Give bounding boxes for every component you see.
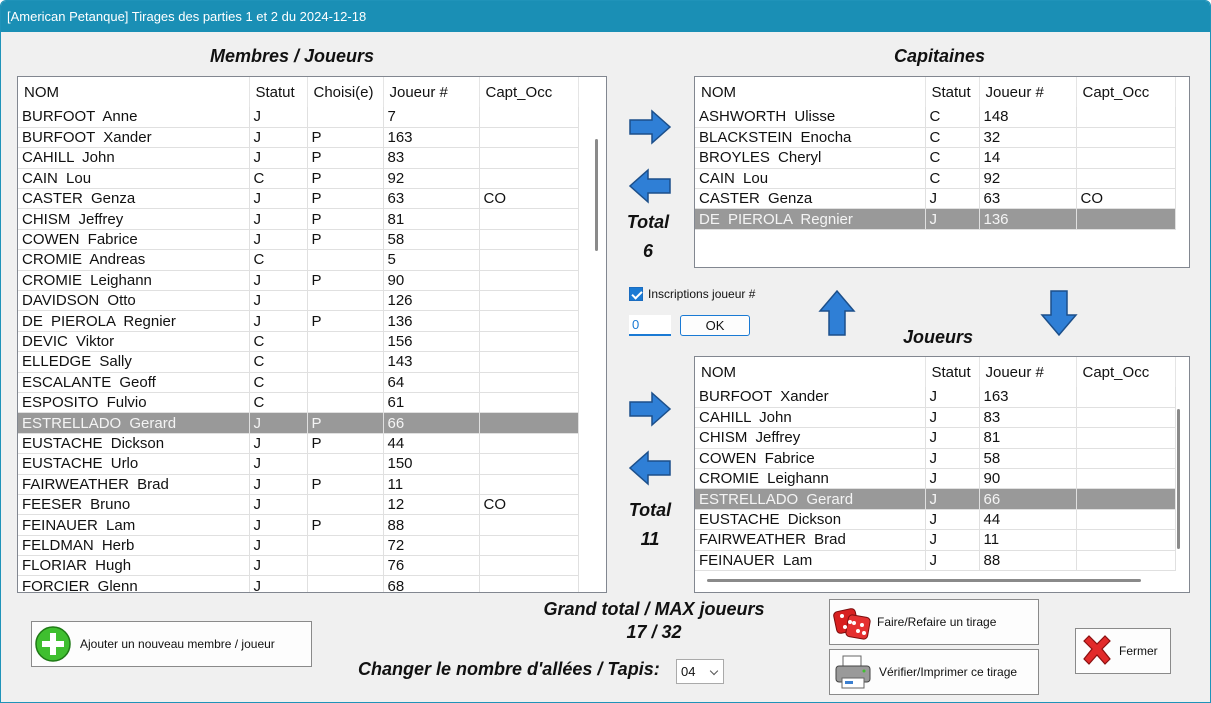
up-arrow-icon[interactable]: [817, 289, 857, 337]
capitaines-total-value: 6: [642, 241, 653, 261]
membres-cell: EUSTACHE Dickson: [18, 433, 249, 453]
membres-cell: 92: [383, 168, 479, 188]
membres-col-header[interactable]: NOM: [18, 77, 249, 107]
membres-cell: J: [249, 148, 307, 168]
capitaines-cell: J: [925, 189, 979, 209]
membres-cell: 81: [383, 209, 479, 229]
joueurs-cell: COWEN Fabrice: [695, 448, 925, 468]
joueurs-cell: BURFOOT Xander: [695, 387, 925, 407]
dice-icon: [833, 602, 871, 642]
membres-title: Membres / Joueurs: [210, 46, 375, 66]
membres-cell: CROMIE Andreas: [18, 250, 249, 270]
membres-cell: 88: [383, 515, 479, 535]
membres-cell: 66: [383, 413, 479, 433]
joueurs-cell: [1076, 428, 1175, 448]
membres-cell: FEESER Bruno: [18, 494, 249, 514]
membres-cell: [479, 576, 578, 593]
membres-cell: 11: [383, 474, 479, 494]
membres-cell: C: [249, 372, 307, 392]
joueurs-cell: FAIRWEATHER Brad: [695, 530, 925, 550]
membres-cell: 68: [383, 576, 479, 593]
membres-cell: P: [307, 311, 383, 331]
joueurs-cell: J: [925, 387, 979, 407]
joueurs-row[interactable]: [695, 489, 1175, 509]
capitaines-cell: [1076, 209, 1175, 229]
joueurs-cell: J: [925, 407, 979, 427]
grand-total-label: Grand total / MAX joueurs: [543, 599, 765, 619]
membres-cell: J: [249, 311, 307, 331]
membres-cell: P: [307, 474, 383, 494]
capitaines-row[interactable]: [695, 127, 1175, 147]
membres-row[interactable]: [18, 168, 578, 188]
joueurs-cell: FEINAUER Lam: [695, 550, 925, 570]
membres-row[interactable]: [18, 331, 578, 351]
membres-cell: [479, 413, 578, 433]
inscriptions-label: Inscriptions joueur #: [648, 287, 756, 301]
joueurs-table: [695, 357, 1176, 571]
membres-row[interactable]: [18, 189, 578, 209]
title-bar: [American Petanque] Tirages des parties 1 et 2 du 2024-12-18: [1, 1, 1210, 32]
membres-cell: P: [307, 270, 383, 290]
membres-cell: CASTER Genza: [18, 189, 249, 209]
membres-row[interactable]: [18, 474, 578, 494]
membres-cell: [479, 474, 578, 494]
right-arrow-icon[interactable]: [628, 391, 672, 427]
capitaines-cell: C: [925, 168, 979, 188]
membres-cell: [479, 352, 578, 372]
membres-cell: [479, 535, 578, 555]
add-member-label: Ajouter un nouveau membre / joueur: [80, 637, 275, 651]
capitaines-cell: C: [925, 148, 979, 168]
capitaines-cell: [1076, 127, 1175, 147]
joueurs-row[interactable]: [695, 509, 1175, 529]
print-label: Vérifier/Imprimer ce tirage: [879, 665, 1018, 679]
add-member-button[interactable]: [31, 621, 312, 667]
joueurs-cell: 58: [979, 448, 1076, 468]
joueurs-cell: J: [925, 550, 979, 570]
membres-cell: 143: [383, 352, 479, 372]
joueurs-cell: CAHILL John: [695, 407, 925, 427]
joueurs-cell: [1076, 489, 1175, 509]
membres-row[interactable]: [18, 454, 578, 474]
capitaines-cell: BLACKSTEIN Enocha: [695, 127, 925, 147]
membres-cell: ESPOSITO Fulvio: [18, 392, 249, 412]
membres-col-header[interactable]: Choisi(e): [307, 77, 383, 107]
membres-cell: 5: [383, 250, 479, 270]
membres-cell: J: [249, 413, 307, 433]
close-button[interactable]: [1075, 628, 1171, 674]
joueurs-row[interactable]: [695, 530, 1175, 550]
joueurs-row[interactable]: [695, 407, 1175, 427]
membres-cell: DEVIC Viktor: [18, 331, 249, 351]
membres-cell: [307, 454, 383, 474]
inscriptions-checkbox[interactable]: [629, 287, 643, 301]
print-button[interactable]: [829, 649, 1039, 695]
membres-cell: C: [249, 331, 307, 351]
membres-cell: 163: [383, 127, 479, 147]
capitaines-row[interactable]: [695, 168, 1175, 188]
chevron-down-icon: [710, 667, 718, 675]
membres-cell: 64: [383, 372, 479, 392]
membres-cell: P: [307, 127, 383, 147]
membres-cell: 76: [383, 556, 479, 576]
membres-row[interactable]: [18, 209, 578, 229]
joueurs-hscrollbar[interactable]: [707, 579, 1141, 582]
membres-cell: BURFOOT Anne: [18, 107, 249, 127]
membres-cell: 83: [383, 148, 479, 168]
membres-cell: [479, 515, 578, 535]
membres-cell: [479, 433, 578, 453]
joueurs-cell: 88: [979, 550, 1076, 570]
joueurs-title: Joueurs: [903, 327, 974, 347]
left-arrow-icon[interactable]: [628, 450, 672, 486]
joueurs-cell: [1076, 387, 1175, 407]
membres-row[interactable]: [18, 352, 578, 372]
membres-cell: P: [307, 189, 383, 209]
membres-cell: [307, 392, 383, 412]
joueurs-total-label: Total: [628, 500, 672, 520]
membres-row[interactable]: [18, 127, 578, 147]
right-arrow-icon[interactable]: [628, 109, 672, 145]
membres-table: [18, 77, 579, 593]
capitaines-table: [695, 77, 1176, 230]
membres-cell: [479, 311, 578, 331]
capitaines-cell: C: [925, 127, 979, 147]
joueurs-col-header[interactable]: Joueur #: [979, 357, 1076, 387]
membres-cell: [307, 107, 383, 127]
allees-select[interactable]: [676, 659, 724, 684]
capitaines-cell: 136: [979, 209, 1076, 229]
printer-icon: [833, 652, 873, 692]
joueurs-cell: J: [925, 448, 979, 468]
membres-cell: CHISM Jeffrey: [18, 209, 249, 229]
joueurs-cell: J: [925, 469, 979, 489]
membres-cell: J: [249, 209, 307, 229]
membres-cell: 136: [383, 311, 479, 331]
player-number-input[interactable]: [629, 315, 671, 336]
joueurs-row[interactable]: [695, 428, 1175, 448]
membres-cell: FAIRWEATHER Brad: [18, 474, 249, 494]
membres-cell: J: [249, 535, 307, 555]
capitaines-col-header[interactable]: Joueur #: [979, 77, 1076, 107]
capitaines-cell: 32: [979, 127, 1076, 147]
joueurs-row[interactable]: [695, 448, 1175, 468]
joueurs-cell: J: [925, 509, 979, 529]
membres-cell: CAHILL John: [18, 148, 249, 168]
membres-cell: C: [249, 392, 307, 412]
capitaines-cell: 63: [979, 189, 1076, 209]
membres-cell: J: [249, 433, 307, 453]
membres-cell: CAIN Lou: [18, 168, 249, 188]
capitaines-cell: J: [925, 209, 979, 229]
membres-cell: [479, 454, 578, 474]
membres-cell: [307, 291, 383, 311]
capitaines-cell: [1076, 168, 1175, 188]
membres-cell: P: [307, 413, 383, 433]
joueurs-cell: [1076, 469, 1175, 489]
membres-cell: FELDMAN Herb: [18, 535, 249, 555]
capitaines-cell: ASHWORTH Ulisse: [695, 107, 925, 127]
capitaines-col-header[interactable]: Statut: [925, 77, 979, 107]
close-label: Fermer: [1119, 644, 1158, 658]
membres-row[interactable]: [18, 433, 578, 453]
membres-cell: [479, 168, 578, 188]
joueurs-cell: 44: [979, 509, 1076, 529]
capitaines-header: [695, 77, 1175, 107]
tirage-button[interactable]: [829, 599, 1039, 645]
joueurs-cell: [1076, 448, 1175, 468]
membres-cell: [307, 372, 383, 392]
joueurs-cell: 66: [979, 489, 1076, 509]
membres-row[interactable]: [18, 270, 578, 290]
membres-cell: [479, 127, 578, 147]
membres-cell: J: [249, 270, 307, 290]
membres-row[interactable]: [18, 148, 578, 168]
joueurs-vscrollbar[interactable]: [1177, 409, 1180, 549]
membres-cell: 58: [383, 229, 479, 249]
membres-cell: J: [249, 576, 307, 593]
membres-cell: 126: [383, 291, 479, 311]
membres-cell: J: [249, 454, 307, 474]
membres-cell: ESCALANTE Geoff: [18, 372, 249, 392]
joueurs-cell: 11: [979, 530, 1076, 550]
joueurs-list[interactable]: [694, 356, 1190, 593]
joueurs-total-value: 11: [640, 529, 660, 549]
joueurs-cell: [1076, 530, 1175, 550]
capitaines-cell: CAIN Lou: [695, 168, 925, 188]
joueurs-row[interactable]: [695, 387, 1175, 407]
membres-cell: J: [249, 107, 307, 127]
joueurs-cell: CROMIE Leighann: [695, 469, 925, 489]
membres-cell: C: [249, 352, 307, 372]
membres-cell: [307, 535, 383, 555]
window-client: [1, 32, 1210, 703]
joueurs-cell: 83: [979, 407, 1076, 427]
membres-cell: [479, 209, 578, 229]
membres-header: [18, 77, 578, 107]
joueurs-cell: ESTRELLADO Gerard: [695, 489, 925, 509]
membres-cell: 63: [383, 189, 479, 209]
membres-cell: J: [249, 474, 307, 494]
membres-cell: CO: [479, 189, 578, 209]
membres-cell: [307, 352, 383, 372]
membres-row[interactable]: [18, 535, 578, 555]
joueurs-cell: 81: [979, 428, 1076, 448]
joueurs-cell: [1076, 407, 1175, 427]
membres-scrollbar[interactable]: [595, 139, 598, 251]
membres-cell: J: [249, 189, 307, 209]
capitaines-cell: [1076, 148, 1175, 168]
close-x-icon: [1079, 633, 1115, 669]
membres-cell: J: [249, 127, 307, 147]
membres-cell: P: [307, 148, 383, 168]
membres-cell: C: [249, 250, 307, 270]
membres-col-header[interactable]: Joueur #: [383, 77, 479, 107]
membres-cell: COWEN Fabrice: [18, 229, 249, 249]
capitaines-cell: 14: [979, 148, 1076, 168]
membres-cell: [307, 250, 383, 270]
membres-cell: BURFOOT Xander: [18, 127, 249, 147]
membres-cell: P: [307, 515, 383, 535]
membres-col-header[interactable]: Capt_Occ: [479, 77, 578, 107]
joueurs-cell: 90: [979, 469, 1076, 489]
membres-cell: [479, 291, 578, 311]
membres-cell: J: [249, 494, 307, 514]
membres-cell: 150: [383, 454, 479, 474]
membres-cell: [479, 250, 578, 270]
joueurs-cell: J: [925, 428, 979, 448]
joueurs-col-header[interactable]: Capt_Occ: [1076, 357, 1175, 387]
membres-row[interactable]: [18, 576, 578, 593]
capitaines-cell: [1076, 107, 1175, 127]
membres-cell: FEINAUER Lam: [18, 515, 249, 535]
membres-cell: ESTRELLADO Gerard: [18, 413, 249, 433]
left-arrow-icon[interactable]: [628, 168, 672, 204]
joueurs-col-header[interactable]: Statut: [925, 357, 979, 387]
capitaines-cell: C: [925, 107, 979, 127]
capitaines-cell: BROYLES Cheryl: [695, 148, 925, 168]
membres-cell: J: [249, 556, 307, 576]
membres-cell: C: [249, 168, 307, 188]
capitaines-cell: CASTER Genza: [695, 189, 925, 209]
membres-row[interactable]: [18, 392, 578, 412]
membres-cell: CROMIE Leighann: [18, 270, 249, 290]
membres-row[interactable]: [18, 250, 578, 270]
membres-col-header[interactable]: Statut: [249, 77, 307, 107]
membres-cell: J: [249, 229, 307, 249]
membres-cell: [479, 331, 578, 351]
membres-row[interactable]: [18, 556, 578, 576]
joueurs-cell: J: [925, 530, 979, 550]
membres-cell: 156: [383, 331, 479, 351]
membres-row[interactable]: [18, 494, 578, 514]
ok-button[interactable]: OK: [680, 315, 750, 336]
membres-row[interactable]: [18, 229, 578, 249]
joueurs-header: [695, 357, 1175, 387]
membres-cell: [307, 556, 383, 576]
joueurs-cell: CHISM Jeffrey: [695, 428, 925, 448]
membres-list[interactable]: [17, 76, 607, 593]
membres-cell: [479, 392, 578, 412]
membres-cell: J: [249, 291, 307, 311]
membres-cell: 12: [383, 494, 479, 514]
membres-cell: 72: [383, 535, 479, 555]
membres-row[interactable]: [18, 372, 578, 392]
membres-cell: [307, 331, 383, 351]
capitaines-title: Capitaines: [894, 46, 986, 66]
membres-cell: J: [249, 515, 307, 535]
membres-cell: DE PIEROLA Regnier: [18, 311, 249, 331]
membres-cell: [479, 270, 578, 290]
membres-cell: 61: [383, 392, 479, 412]
joueurs-cell: J: [925, 489, 979, 509]
capitaines-row[interactable]: [695, 148, 1175, 168]
capitaines-cell: 92: [979, 168, 1076, 188]
membres-cell: P: [307, 433, 383, 453]
membres-cell: CO: [479, 494, 578, 514]
capitaines-list[interactable]: [694, 76, 1190, 268]
membres-cell: [479, 229, 578, 249]
capitaines-col-header[interactable]: Capt_Occ: [1076, 77, 1175, 107]
membres-cell: [307, 494, 383, 514]
membres-cell: EUSTACHE Urlo: [18, 454, 249, 474]
joueurs-cell: [1076, 550, 1175, 570]
capitaines-cell: DE PIEROLA Regnier: [695, 209, 925, 229]
membres-cell: P: [307, 168, 383, 188]
membres-cell: ELLEDGE Sally: [18, 352, 249, 372]
membres-cell: 90: [383, 270, 479, 290]
capitaines-cell: 148: [979, 107, 1076, 127]
joueurs-col-header[interactable]: NOM: [695, 357, 925, 387]
joueurs-cell: 163: [979, 387, 1076, 407]
down-arrow-icon[interactable]: [1039, 289, 1079, 337]
membres-cell: P: [307, 229, 383, 249]
membres-row[interactable]: [18, 413, 578, 433]
capitaines-total-label: Total: [626, 212, 670, 232]
membres-cell: DAVIDSON Otto: [18, 291, 249, 311]
membres-row[interactable]: [18, 291, 578, 311]
capitaines-row[interactable]: [695, 189, 1175, 209]
capitaines-row[interactable]: [695, 209, 1175, 229]
tirage-label: Faire/Refaire un tirage: [877, 615, 997, 629]
joueurs-row[interactable]: [695, 469, 1175, 489]
grand-total-value: 17 / 32: [626, 622, 682, 642]
membres-row[interactable]: [18, 107, 578, 127]
capitaines-cell: CO: [1076, 189, 1175, 209]
membres-cell: [479, 556, 578, 576]
membres-row[interactable]: [18, 311, 578, 331]
capitaines-row[interactable]: [695, 107, 1175, 127]
membres-cell: P: [307, 209, 383, 229]
membres-row[interactable]: [18, 515, 578, 535]
joueurs-row[interactable]: [695, 550, 1175, 570]
allees-label: Changer le nombre d'allées / Tapis:: [358, 659, 660, 679]
membres-cell: [479, 148, 578, 168]
membres-cell: FORCIER Glenn: [18, 576, 249, 593]
allees-value: 04: [681, 664, 696, 679]
membres-cell: 44: [383, 433, 479, 453]
membres-cell: [307, 576, 383, 593]
membres-cell: FLORIAR Hugh: [18, 556, 249, 576]
membres-cell: 7: [383, 107, 479, 127]
plus-icon: [34, 625, 72, 663]
capitaines-col-header[interactable]: NOM: [695, 77, 925, 107]
inscriptions-checkbox-row[interactable]: [629, 287, 755, 301]
membres-cell: [479, 107, 578, 127]
joueurs-cell: EUSTACHE Dickson: [695, 509, 925, 529]
joueurs-cell: [1076, 509, 1175, 529]
membres-cell: [479, 372, 578, 392]
